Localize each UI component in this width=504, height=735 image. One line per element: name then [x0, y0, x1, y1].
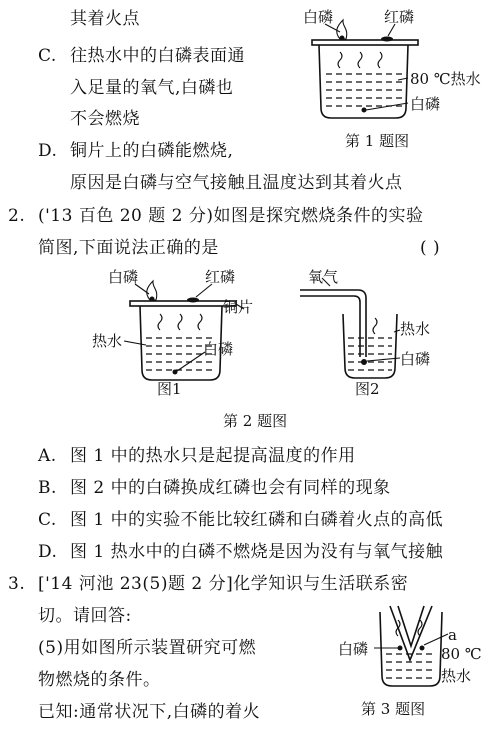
q1-fig-label-white-p: 白磷 — [303, 8, 334, 26]
q2-fig1-label-hot-water: 热水 — [92, 332, 123, 350]
q3-fig-caption: 第 3 题图 — [361, 700, 426, 718]
q1-line0: 其着火点 — [70, 9, 140, 29]
q3-fig-label-hot-water: 热水 — [441, 667, 472, 685]
q2-option-c-text: 图 1 中的实验不能比较红磷和白磷着火点的高低 — [70, 510, 444, 530]
q3-part-line2: 物燃烧的条件。 — [38, 670, 161, 690]
q3-stem-line2: 切。请回答: — [38, 606, 132, 626]
q2-fig2-caption: 图2 — [355, 380, 380, 398]
q1-option-c-line3: 不会燃烧 — [70, 109, 140, 129]
q2-option-d-letter: D. — [38, 542, 58, 562]
q3-part-line3: 已知:通常状况下,白磷的着火 — [38, 702, 261, 722]
q2-option-a-letter: A. — [38, 446, 57, 466]
q2-fig1-label-white-p-bottom: 白磷 — [203, 340, 234, 358]
q2-fig2-label-oxygen: 氧气 — [308, 268, 339, 286]
q3-fig-label-temp: 80 ℃ — [441, 645, 482, 663]
q3-part-line1: (5)用如图所示装置研究可燃 — [38, 638, 257, 658]
q1-fig-label-water: 80 ℃热水 — [410, 70, 481, 88]
q2-option-b-letter: B. — [38, 478, 57, 498]
q2-option-a-text: 图 1 中的热水只是起提高温度的作用 — [70, 446, 356, 466]
q1-option-d-letter: D. — [38, 141, 58, 161]
q2-stem-line1: ('13 百色 20 题 2 分)如图是探究燃烧条件的实验 — [38, 206, 424, 226]
q2-number: 2. — [8, 206, 26, 226]
q2-stem-line2: 简图,下面说法正确的是 — [38, 238, 219, 258]
q2-fig2-label-white-p: 白磷 — [400, 350, 431, 368]
q2-option-d-text: 图 1 热水中的白磷不燃烧是因为没有与氧气接触 — [70, 542, 444, 562]
q3-stem-line1: ['14 河池 23(5)题 2 分]化学知识与生活联系密 — [38, 574, 409, 594]
q2-fig1-caption: 图1 — [157, 380, 182, 398]
q1-fig-caption: 第 1 题图 — [345, 132, 410, 150]
q1-option-c-line1: 往热水中的白磷表面通 — [70, 46, 245, 66]
q2-option-b-text: 图 2 中的白磷换成红磷也会有同样的现象 — [70, 478, 391, 498]
q2-fig1-label-white-p: 白磷 — [108, 268, 139, 286]
q2-option-c-letter: C. — [38, 510, 57, 530]
q2-fig1-label-copper: 铜片 — [223, 298, 254, 316]
q2-fig1-label-red-p: 红磷 — [205, 268, 236, 286]
q1-option-c-letter: C. — [38, 46, 57, 66]
q3-fig-label-white-p: 白磷 — [338, 640, 369, 658]
q3-number: 3. — [8, 574, 26, 594]
q3-fig-label-a: a — [448, 626, 457, 644]
q1-option-d-line1: 铜片上的白磷能燃烧, — [70, 141, 234, 161]
q2-figure-caption: 第 2 题图 — [223, 412, 288, 430]
q1-fig-label-white-p-bottom: 白磷 — [410, 95, 441, 113]
q2-fig2-label-hot-water: 热水 — [400, 320, 431, 338]
q1-option-c-line2: 入足量的氧气,白磷也 — [70, 78, 234, 98]
q1-fig-label-red-p: 红磷 — [384, 8, 415, 26]
q1-option-d-line2: 原因是白磷与空气接触且温度达到其着火点 — [70, 173, 403, 193]
q2-answer-bracket: ( ) — [420, 238, 441, 258]
